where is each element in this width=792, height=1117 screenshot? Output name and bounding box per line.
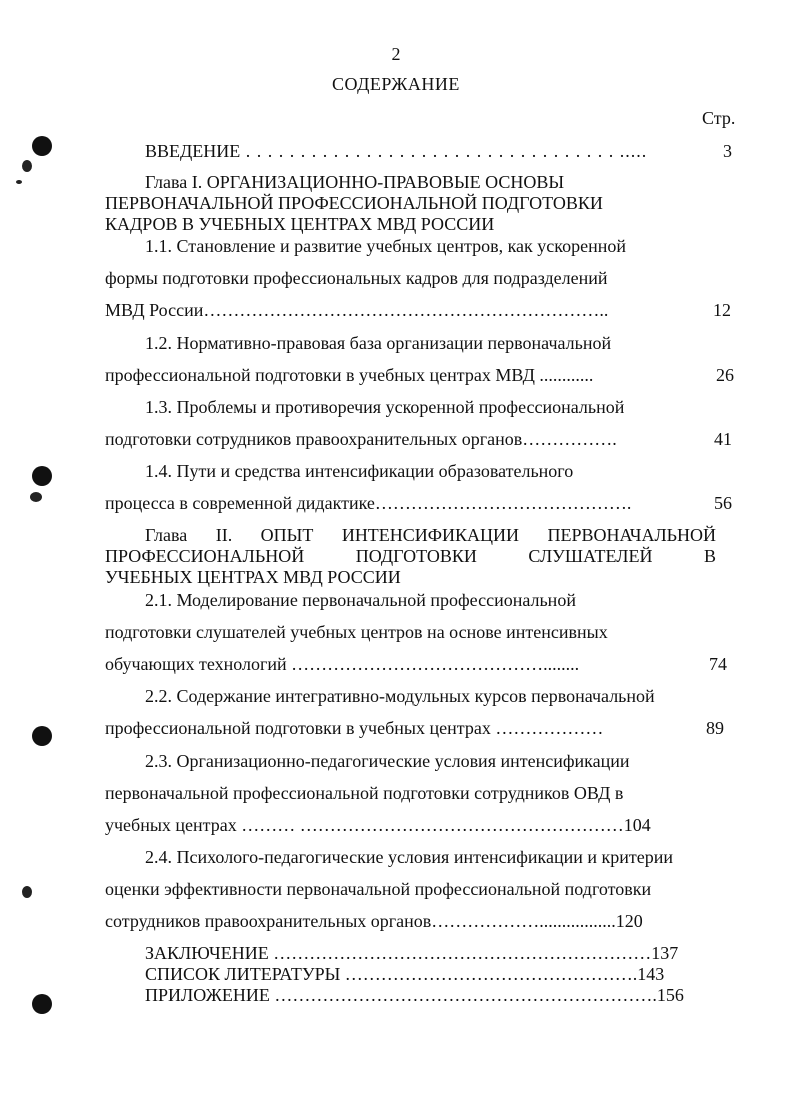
punch-hole-icon bbox=[32, 994, 52, 1014]
scan-mark-icon bbox=[30, 492, 42, 502]
chapter-heading: УЧЕБНЫХ ЦЕНТРАХ МВД РОССИИ bbox=[105, 567, 401, 587]
toc-entry-line: профессиональной подготовки в учебных центрах МВД ............ bbox=[105, 365, 594, 385]
toc-entry-line: 1.4. Пути и средства интенсификации образовательного bbox=[145, 461, 574, 481]
toc-entry-line: учебных центрах ……… ………………………………………………104 bbox=[105, 815, 651, 835]
toc-page-number: 41 bbox=[714, 429, 732, 449]
toc-entry-bibliography: СПИСОК ЛИТЕРАТУРЫ ………………………………………….143 bbox=[145, 964, 665, 984]
toc-entry-line: подготовки слушателей учебных центров на основе интенсивных bbox=[105, 622, 608, 642]
scan-mark-icon bbox=[16, 180, 22, 184]
toc-entry-line: 1.1. Становление и развитие учебных центров, как ускоренной bbox=[145, 236, 626, 256]
toc-entry-line: 2.2. Содержание интегративно-модульных курсов первоначальной bbox=[145, 686, 655, 706]
toc-entry-line: сотрудников правоохранительных органов……………….................120 bbox=[105, 911, 643, 931]
toc-entry-line: формы подготовки профессиональных кадров для подразделений bbox=[105, 268, 608, 288]
page-title: СОДЕРЖАНИЕ bbox=[332, 74, 460, 94]
punch-hole-icon bbox=[32, 466, 52, 486]
punch-hole-icon bbox=[32, 136, 52, 156]
toc-entry-line: процесса в современной дидактике……………………………………. bbox=[105, 493, 632, 513]
chapter-heading: Глава I. ОРГАНИЗАЦИОННО-ПРАВОВЫЕ ОСНОВЫ bbox=[145, 172, 565, 192]
page-column-label: Стр. bbox=[702, 108, 736, 128]
chapter-heading: Глава II. ОПЫТ ИНТЕНСИФИКАЦИИ ПЕРВОНАЧАЛЬНОЙ bbox=[145, 525, 716, 545]
toc-entry-line: 2.4. Психолого-педагогические условия интенсификации и критерии bbox=[145, 847, 673, 867]
toc-entry-conclusion: ЗАКЛЮЧЕНИЕ ………………………………………………………137 bbox=[145, 943, 679, 963]
toc-entry-line: профессиональной подготовки в учебных центрах ……………… bbox=[105, 718, 604, 738]
toc-leader-dots: . . . . . . . . . . . . . . . . . . . . . . . . . . . . . . . . . . ..... bbox=[240, 141, 648, 161]
toc-entry-intro bbox=[145, 141, 647, 162]
toc-entry-line: 2.1. Моделирование первоначальной профессиональной bbox=[145, 590, 576, 610]
toc-entry-line: оценки эффективности первоначальной профессиональной подготовки bbox=[105, 879, 652, 899]
toc-entry-line: обучающих технологий ……………………………………........ bbox=[105, 654, 580, 674]
chapter-heading: КАДРОВ В УЧЕБНЫХ ЦЕНТРАХ МВД РОССИИ bbox=[105, 214, 495, 234]
scan-mark-icon bbox=[22, 160, 32, 172]
toc-page-number: 12 bbox=[713, 300, 731, 320]
chapter-heading: ПЕРВОНАЧАЛЬНОЙ ПРОФЕССИОНАЛЬНОЙ ПОДГОТОВКИ bbox=[105, 193, 603, 213]
toc-entry-line: 2.3. Организационно-педагогические условия интенсификации bbox=[145, 751, 630, 771]
toc-entry-line: 1.3. Проблемы и противоречия ускоренной профессиональной bbox=[145, 397, 625, 417]
toc-entry-line: 1.2. Нормативно-правовая база организации первоначальной bbox=[145, 333, 612, 353]
toc-entry-line: первоначальной профессиональной подготовки сотрудников ОВД в bbox=[105, 783, 624, 803]
toc-entry-line: подготовки сотрудников правоохранительных органов……………. bbox=[105, 429, 617, 449]
toc-page-number: 74 bbox=[709, 654, 727, 674]
toc-page-number: 56 bbox=[714, 493, 732, 513]
toc-entry-line: МВД России………………………………………………………….. bbox=[105, 300, 609, 320]
toc-entry-appendix: ПРИЛОЖЕНИЕ ……………………………………………………….156 bbox=[145, 985, 684, 1005]
toc-entry-label: ВВЕДЕНИЕ bbox=[145, 141, 241, 161]
toc-page-number: 26 bbox=[716, 365, 734, 385]
scan-mark-icon bbox=[22, 886, 32, 898]
chapter-heading: ПРОФЕССИОНАЛЬНОЙ ПОДГОТОВКИ СЛУШАТЕЛЕЙ В bbox=[105, 546, 716, 566]
toc-page-number: 3 bbox=[723, 141, 732, 161]
toc-page-number: 89 bbox=[706, 718, 724, 738]
page-number: 2 bbox=[391, 44, 401, 64]
punch-hole-icon bbox=[32, 726, 52, 746]
